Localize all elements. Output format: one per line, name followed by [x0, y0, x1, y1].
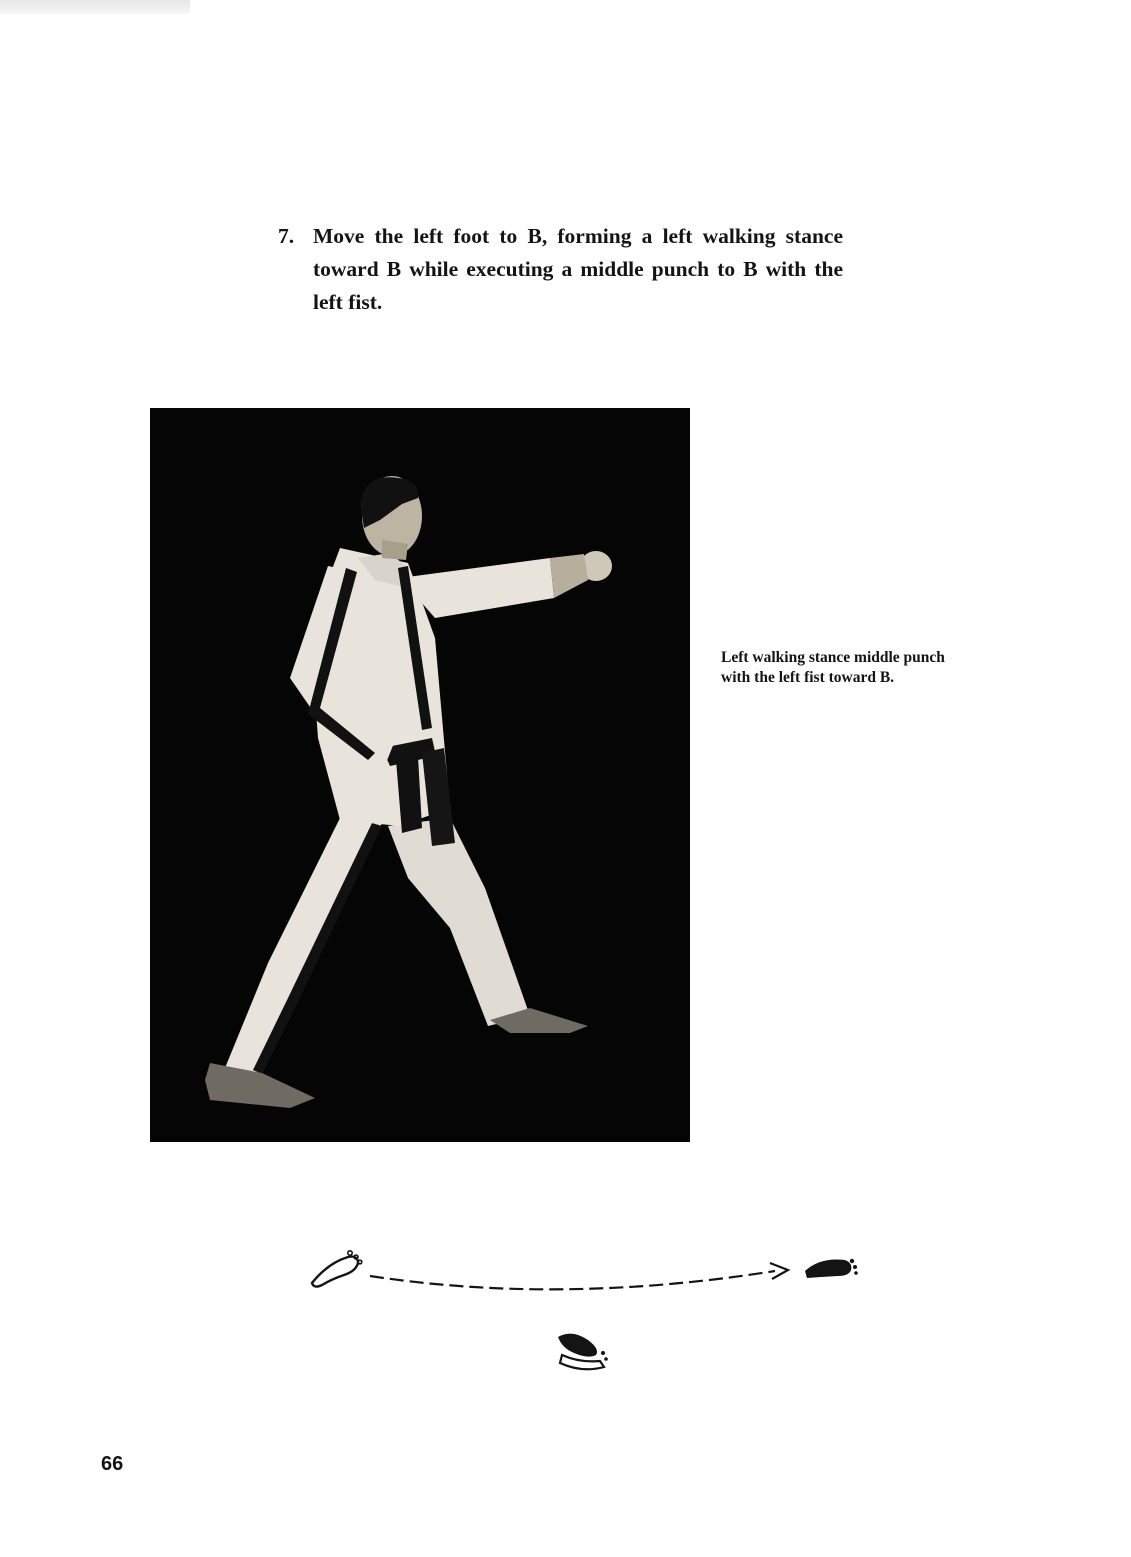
martial-artist-figure	[150, 408, 690, 1142]
step-text: Move the left foot to B, forming a left walking stance toward B while executing a middle punch to B with the left fist.	[313, 224, 843, 314]
foot-pivot-icon	[558, 1334, 608, 1370]
step-number: 7.	[278, 224, 295, 248]
scan-edge-mark	[0, 0, 190, 14]
stance-photo	[150, 408, 690, 1142]
foot-filled-icon	[805, 1259, 858, 1278]
caption-line: Left walking stance middle punch	[721, 649, 945, 666]
instruction-paragraph	[278, 220, 843, 319]
footwork-svg	[300, 1245, 870, 1380]
caption-line: with the left fist toward B.	[721, 669, 895, 686]
dashed-arrow-icon	[370, 1271, 775, 1289]
photo-caption	[721, 648, 1041, 688]
page-number: 66	[101, 1453, 124, 1475]
footwork-diagram	[300, 1245, 870, 1380]
foot-outline-icon	[312, 1251, 362, 1287]
